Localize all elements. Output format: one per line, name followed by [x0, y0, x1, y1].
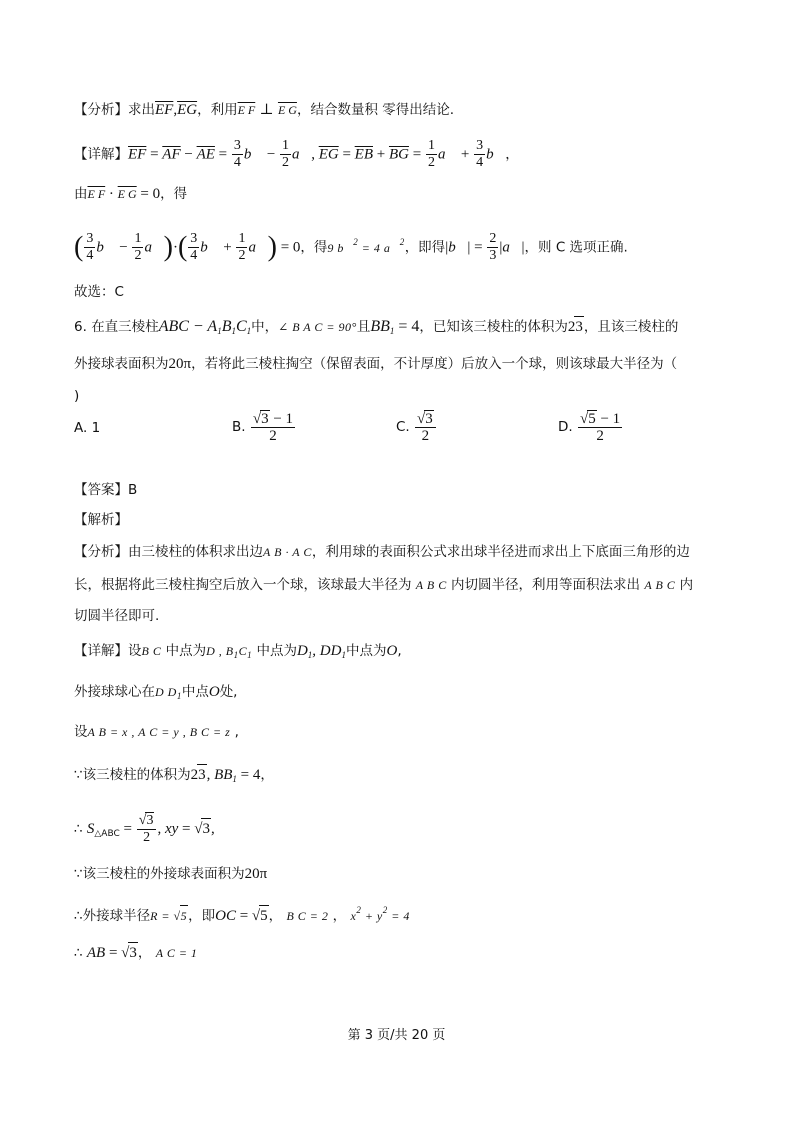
option-c: C. $\frac{√3}{2}$ [396, 410, 437, 444]
let-line: 设A B = x , A C = y , B C = z , [74, 724, 239, 740]
option-d: D. $\frac{√5 - 1}{2}$ [558, 411, 621, 444]
question-line-3: ) [74, 388, 80, 404]
given-line: 由E F · E G = 0，得 [74, 186, 188, 202]
option-b: B. $\frac{√3 - 1}{2}$ [232, 411, 294, 444]
analysis2-line-3: 切圆半径即可. [74, 608, 160, 624]
answer-line: 【答案】B [74, 482, 138, 498]
analysis2-line-2: 长，根据将此三棱柱掏空后放入一个球，该球最大半径为 A B C 内切圆半径，利用等面积法求出 A B C 内 [74, 577, 694, 593]
page-footer: 第 3 页/共 20 页 [347, 1028, 446, 1043]
because1-line: ∵该三棱柱的体积为23, $BB_1 = 4$， [74, 764, 274, 789]
choice-line: 故选：C [74, 284, 124, 300]
result-line: ( $\frac{3}{4}$ b⃗ − $\frac{1}{2}$ a⃗)·( $\frac{3}{4}$ b⃗ + $\frac{1}{2}$ a⃗) = 0，得9 b⃗$^2$ = 4 a⃗$^2$，即得|b⃗| = $\frac{2}{3}$ |a⃗|，则 C 选项正确. [74, 231, 628, 263]
analysis-label: 【分析】 [74, 102, 128, 118]
therefore3-line: ∴ AB = √3， A C = 1 [74, 942, 197, 963]
detail2-line: 【详解】设B C 中点为D , $B_1C_1$ 中点为$D_1$, $DD_1$中点为O, [74, 643, 402, 660]
analysis2-line-1: 【分析】由三棱柱的体积求出边A B · A C，利用球的表面积公式求出球半径进而求出上下底面三角形的边 [74, 544, 690, 560]
detail-label: 【详解】 [74, 146, 128, 163]
because2-line: ∵该三棱柱的外接球表面积为20π [74, 866, 268, 882]
question-line-2: 外接球表面积为20π，若将此三棱柱掏空（保留表面，不计厚度）后放入一个球，则该球最大半径为（ [74, 356, 678, 372]
therefore2-line: ∴外接球半径R = √5，即OC = √5， B C = 2 ， $x^2 + y^2 = 4$ [74, 905, 410, 924]
question-number: 6. [74, 319, 87, 335]
therefore1-line: ∴ $S_{\triangle ABC}$ = $\frac{√3}{2}$ , xy = √3, [74, 813, 215, 845]
question-line-1: 6. 在直三棱柱ABC − $A_1B_1C_1$中，∠ B A C = 90°且$BB_1 = 4$，已知该三棱柱的体积为23，且该三棱柱的 [74, 318, 679, 336]
explain-line: 【解析】 [74, 512, 128, 528]
analysis-line-1: 【分析】求出$\overline{EF},\overline{EG}$，利用E F ⊥ E G，结合数量积 零得出结论. [74, 102, 455, 118]
option-a: A. 1 [74, 420, 101, 436]
center-line: 外接球球心在D $D_1$中点O处, [74, 684, 238, 701]
detail-line-1: 【详解】$\overline{EF} = \overline{AF} - \overline{AE}$ = $\frac{3}{4}$ b⃗ − $\frac{1}{2}$ a⃗, $\overline{EG} = \overline{EB} + \overline{BG}$ = $\frac{1}{2}$ a⃗ + $\frac{3}{4}$ b⃗， [74, 138, 519, 170]
